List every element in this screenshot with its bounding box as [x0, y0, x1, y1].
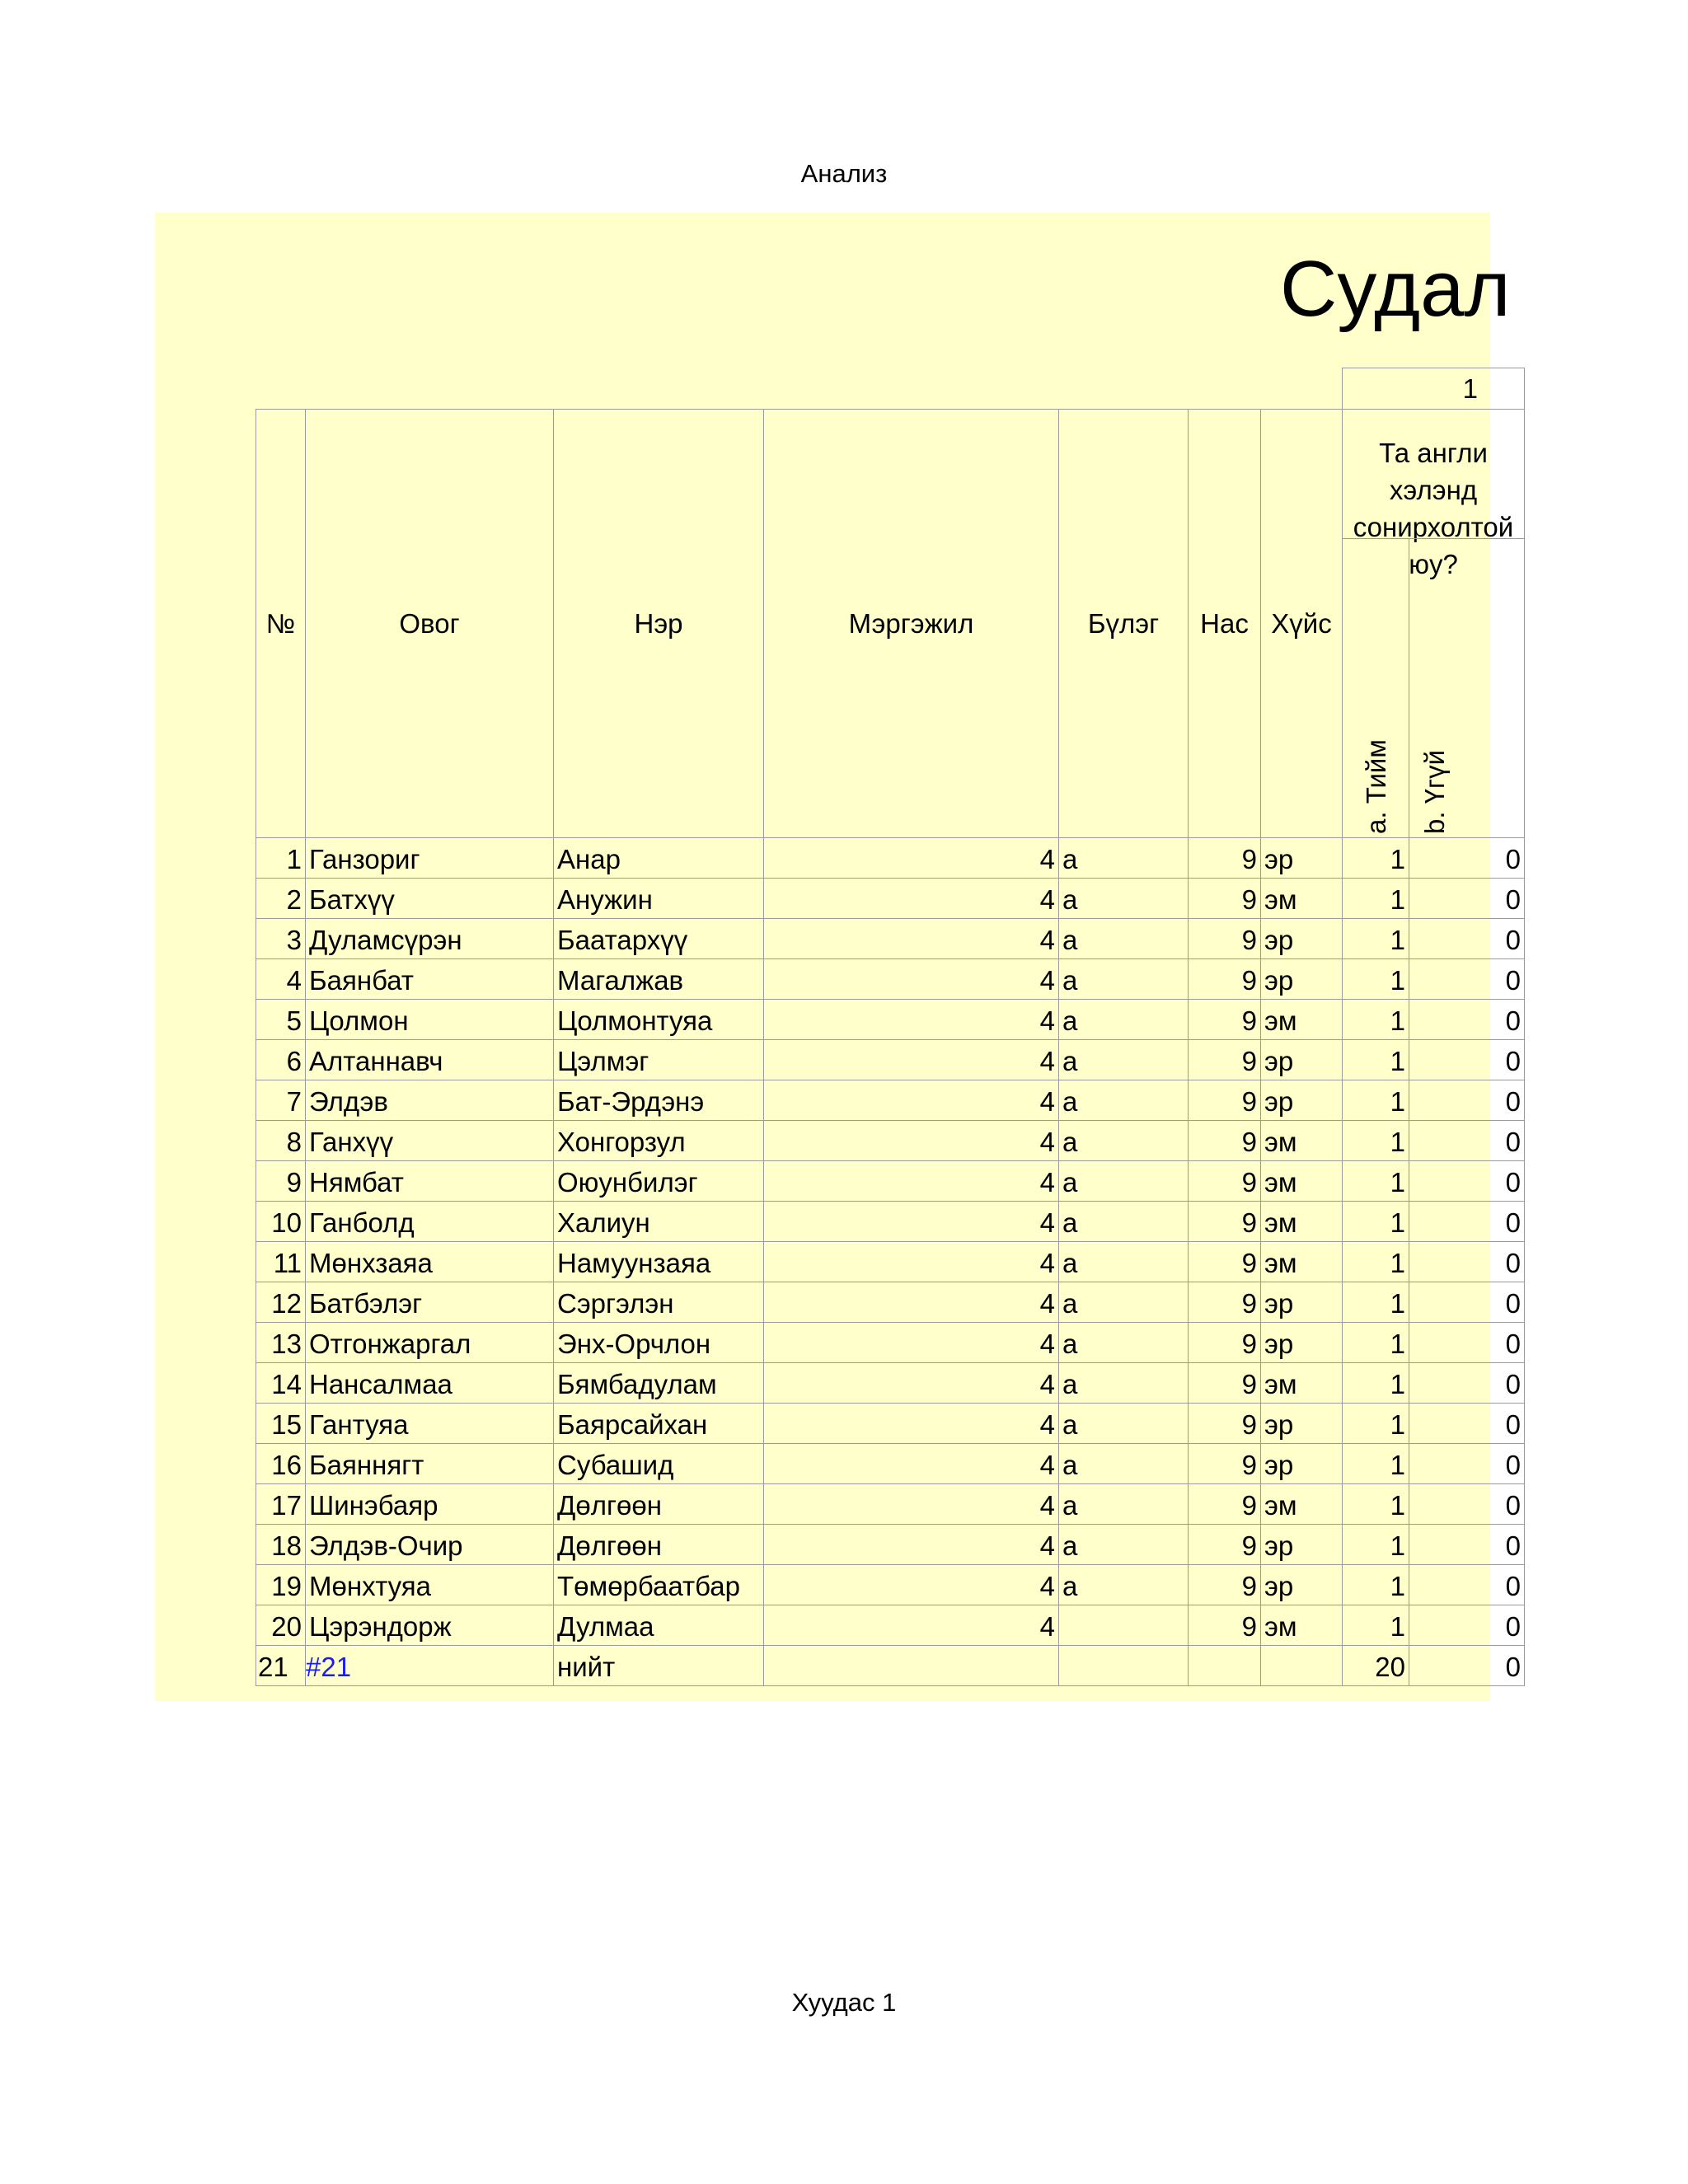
total-row-mergejil [763, 1645, 1059, 1686]
table-row-no: 6 [256, 1039, 306, 1080]
table-row-ovog: Элдэв-Очир [305, 1524, 554, 1565]
table-row-ovog: Ганболд [305, 1201, 554, 1242]
table-row-huis: эм [1260, 999, 1343, 1040]
table-row-b: 0 [1409, 1443, 1525, 1484]
table-row-a: 1 [1342, 878, 1409, 919]
table-row-buleg: а [1058, 1483, 1189, 1525]
total-row-b: 0 [1409, 1645, 1525, 1686]
table-row-a: 1 [1342, 999, 1409, 1040]
table-row-nas: 9 [1188, 1443, 1261, 1484]
table-row-a: 1 [1342, 1241, 1409, 1282]
table-row-b: 0 [1409, 1039, 1525, 1080]
table-row-a: 1 [1342, 1039, 1409, 1080]
table-row-ner: Баатархүү [553, 918, 764, 959]
table-row-no: 19 [256, 1564, 306, 1605]
table-row-a: 1 [1342, 1322, 1409, 1363]
table-row-ner: Энх-Орчлон [553, 1322, 764, 1363]
table-row-buleg: а [1058, 878, 1189, 919]
column-header-ovog: Овог [305, 409, 554, 838]
table-row-buleg: а [1058, 1039, 1189, 1080]
table-row-ner: Цолмонтуяа [553, 999, 764, 1040]
table-row-buleg: а [1058, 1120, 1189, 1161]
table-row-a: 1 [1342, 1201, 1409, 1242]
table-row-mergejil: 4 [763, 1120, 1059, 1161]
total-row-nas [1188, 1645, 1261, 1686]
table-row-no: 12 [256, 1282, 306, 1323]
table-row-ner: Магалжав [553, 958, 764, 1000]
table-row-ner: Намуунзаяа [553, 1241, 764, 1282]
table-row-no: 5 [256, 999, 306, 1040]
table-row-ner: Анар [553, 837, 764, 879]
table-row-b: 0 [1409, 1241, 1525, 1282]
table-row-huis: эр [1260, 1403, 1343, 1444]
table-row-huis: эм [1260, 1362, 1343, 1404]
table-row-nas: 9 [1188, 918, 1261, 959]
table-row-huis: эр [1260, 1282, 1343, 1323]
table-row-no: 18 [256, 1524, 306, 1565]
table-row-ovog: Ганхүү [305, 1120, 554, 1161]
table-row-huis: эм [1260, 1605, 1343, 1646]
table-row-no: 15 [256, 1403, 306, 1444]
table-row-b: 0 [1409, 1080, 1525, 1121]
table-row-b: 0 [1409, 1524, 1525, 1565]
column-header-ner: Нэр [553, 409, 764, 838]
table-row-nas: 9 [1188, 1403, 1261, 1444]
table-row-b: 0 [1409, 1201, 1525, 1242]
table-row-b: 0 [1409, 837, 1525, 879]
table-row-nas: 9 [1188, 999, 1261, 1040]
table-row-a: 1 [1342, 1403, 1409, 1444]
option-a-header [1342, 538, 1409, 838]
table-row-ovog: Батхүү [305, 878, 554, 919]
table-row-b: 0 [1409, 999, 1525, 1040]
table-row-nas: 9 [1188, 1362, 1261, 1404]
table-row-b: 0 [1409, 1403, 1525, 1444]
table-row-ner: Хонгорзул [553, 1120, 764, 1161]
table-row-buleg: а [1058, 1564, 1189, 1605]
table-row-b: 0 [1409, 1605, 1525, 1646]
column-header-nas: Нас [1188, 409, 1261, 838]
table-row-ovog: Нямбат [305, 1160, 554, 1202]
table-row-ovog: Ганзориг [305, 837, 554, 879]
table-row-ovog: Алтаннавч [305, 1039, 554, 1080]
table-row-a: 1 [1342, 1524, 1409, 1565]
table-row-a: 1 [1342, 1160, 1409, 1202]
table-row-ovog: Шинэбаяр [305, 1483, 554, 1525]
table-row-ovog: Баянбат [305, 958, 554, 1000]
table-row-buleg: а [1058, 1524, 1189, 1565]
table-row-a: 1 [1342, 1282, 1409, 1323]
table-row-huis: эр [1260, 837, 1343, 879]
table-row-no: 20 [256, 1605, 306, 1646]
table-row-huis: эр [1260, 1039, 1343, 1080]
table-row-mergejil: 4 [763, 958, 1059, 1000]
table-row-mergejil: 4 [763, 999, 1059, 1040]
table-row-nas: 9 [1188, 1120, 1261, 1161]
table-row-mergejil: 4 [763, 878, 1059, 919]
question-number: 1 [1342, 368, 1525, 410]
table-row-huis: эм [1260, 1483, 1343, 1525]
total-row-buleg [1058, 1645, 1189, 1686]
table-row-buleg [1058, 1605, 1189, 1646]
table-row-no: 10 [256, 1201, 306, 1242]
table-row-buleg: а [1058, 1160, 1189, 1202]
table-row-b: 0 [1409, 918, 1525, 959]
page-footer: Хуудас 1 [791, 1988, 897, 2017]
table-row-ovog: Нансалмаа [305, 1362, 554, 1404]
table-row-no: 4 [256, 958, 306, 1000]
table-row-nas: 9 [1188, 1483, 1261, 1525]
table-row-huis: эм [1260, 1120, 1343, 1161]
table-row-ner: Баярсайхан [553, 1403, 764, 1444]
total-row-ovog[interactable]: #21 [305, 1645, 554, 1686]
table-row-mergejil: 4 [763, 1362, 1059, 1404]
table-row-no: 8 [256, 1120, 306, 1161]
column-header-mergejil: Мэргэжил [763, 409, 1059, 838]
table-row-ner: Бямбадулам [553, 1362, 764, 1404]
table-row-buleg: а [1058, 1241, 1189, 1282]
option-b-label: b. Үгүй [1419, 749, 1450, 834]
table-row-mergejil: 4 [763, 1483, 1059, 1525]
table-row-no: 2 [256, 878, 306, 919]
option-a-label: a. Тийм [1360, 739, 1391, 834]
table-row-mergejil: 4 [763, 918, 1059, 959]
table-row-mergejil: 4 [763, 1564, 1059, 1605]
table-row-nas: 9 [1188, 1201, 1261, 1242]
table-row-huis: эр [1260, 1524, 1343, 1565]
table-row-nas: 9 [1188, 1241, 1261, 1282]
total-row-a: 20 [1342, 1645, 1409, 1686]
table-row-ner: Дөлгөөн [553, 1483, 764, 1525]
table-row-nas: 9 [1188, 878, 1261, 919]
table-row-nas: 9 [1188, 1524, 1261, 1565]
table-row-nas: 9 [1188, 1564, 1261, 1605]
table-row-buleg: а [1058, 999, 1189, 1040]
table-row-nas: 9 [1188, 1080, 1261, 1121]
column-header-huis: Хүйс [1260, 409, 1343, 838]
total-row-huis [1260, 1645, 1343, 1686]
table-row-huis: эр [1260, 1322, 1343, 1363]
table-row-ner: Халиун [553, 1201, 764, 1242]
table-row-ovog: Мөнхтуяа [305, 1564, 554, 1605]
table-row-b: 0 [1409, 1120, 1525, 1161]
table-row-b: 0 [1409, 1160, 1525, 1202]
table-row-ner: Субашид [553, 1443, 764, 1484]
table-row-mergejil: 4 [763, 1403, 1059, 1444]
table-row-mergejil: 4 [763, 1201, 1059, 1242]
table-row-buleg: а [1058, 1403, 1189, 1444]
table-row-ovog: Баяннягт [305, 1443, 554, 1484]
table-row-ovog: Гантуяа [305, 1403, 554, 1444]
table-row-ner: Бат-Эрдэнэ [553, 1080, 764, 1121]
table-row-mergejil: 4 [763, 1039, 1059, 1080]
table-row-nas: 9 [1188, 958, 1261, 1000]
table-row-ner: Дөлгөөн [553, 1524, 764, 1565]
table-row-a: 1 [1342, 1080, 1409, 1121]
table-row-ovog: Отгонжаргал [305, 1322, 554, 1363]
table-row-no: 3 [256, 918, 306, 959]
table-row-nas: 9 [1188, 1322, 1261, 1363]
table-row-buleg: а [1058, 958, 1189, 1000]
table-row-no: 1 [256, 837, 306, 879]
table-row-no: 14 [256, 1362, 306, 1404]
table-row-b: 0 [1409, 1322, 1525, 1363]
table-row-buleg: а [1058, 837, 1189, 879]
table-row-a: 1 [1342, 1483, 1409, 1525]
table-row-ovog: Мөнхзаяа [305, 1241, 554, 1282]
page-header: Анализ [800, 159, 888, 188]
column-header-buleg: Бүлэг [1058, 409, 1189, 838]
table-row-buleg: а [1058, 1282, 1189, 1323]
table-row-nas: 9 [1188, 1160, 1261, 1202]
table-row-mergejil: 4 [763, 1322, 1059, 1363]
table-row-a: 1 [1342, 918, 1409, 959]
table-row-ovog: Цолмон [305, 999, 554, 1040]
table-row-a: 1 [1342, 1443, 1409, 1484]
table-row-buleg: а [1058, 1201, 1189, 1242]
table-row-ovog: Дуламсүрэн [305, 918, 554, 959]
table-row-mergejil: 4 [763, 1524, 1059, 1565]
table-row-mergejil: 4 [763, 1080, 1059, 1121]
table-row-mergejil: 4 [763, 1241, 1059, 1282]
column-header-no: № [256, 409, 306, 838]
table-row-no: 11 [256, 1241, 306, 1282]
table-row-no: 16 [256, 1443, 306, 1484]
table-row-mergejil: 4 [763, 837, 1059, 879]
table-row-huis: эр [1260, 918, 1343, 959]
table-row-nas: 9 [1188, 1039, 1261, 1080]
table-row-buleg: а [1058, 1322, 1189, 1363]
table-row-mergejil: 4 [763, 1282, 1059, 1323]
spreadsheet-sheet [155, 213, 1521, 1701]
table-row-ovog: Батбэлэг [305, 1282, 554, 1323]
table-row-mergejil: 4 [763, 1160, 1059, 1202]
table-row-huis: эр [1260, 1564, 1343, 1605]
table-row-ner: Төмөрбаатбар [553, 1564, 764, 1605]
table-row-no: 17 [256, 1483, 306, 1525]
sheet-title: Судал [1280, 245, 1511, 333]
table-row-b: 0 [1409, 1362, 1525, 1404]
table-row-b: 0 [1409, 958, 1525, 1000]
table-row-huis: эм [1260, 1201, 1343, 1242]
table-row-huis: эр [1260, 1080, 1343, 1121]
table-row-huis: эм [1260, 1241, 1343, 1282]
table-row-huis: эр [1260, 1443, 1343, 1484]
table-row-huis: эр [1260, 958, 1343, 1000]
table-row-huis: эм [1260, 1160, 1343, 1202]
table-row-a: 1 [1342, 1362, 1409, 1404]
table-row-ovog: Элдэв [305, 1080, 554, 1121]
table-row-nas: 9 [1188, 1282, 1261, 1323]
question-text: Та англи хэлэнд сонирхолтой юу? [1342, 409, 1525, 539]
table-row-mergejil: 4 [763, 1443, 1059, 1484]
table-row-no: 13 [256, 1322, 306, 1363]
table-row-buleg: а [1058, 1362, 1189, 1404]
option-b-header [1409, 538, 1525, 838]
table-row-no: 7 [256, 1080, 306, 1121]
table-row-a: 1 [1342, 1605, 1409, 1646]
table-row-buleg: а [1058, 918, 1189, 959]
total-row-ner: нийт [553, 1645, 764, 1686]
table-row-b: 0 [1409, 1483, 1525, 1525]
table-row-ner: Оюунбилэг [553, 1160, 764, 1202]
table-row-a: 1 [1342, 1120, 1409, 1161]
table-row-b: 0 [1409, 878, 1525, 919]
table-row-nas: 9 [1188, 1605, 1261, 1646]
table-row-ner: Сэргэлэн [553, 1282, 764, 1323]
table-row-no: 9 [256, 1160, 306, 1202]
table-row-ner: Цэлмэг [553, 1039, 764, 1080]
table-row-a: 1 [1342, 1564, 1409, 1605]
table-row-a: 1 [1342, 958, 1409, 1000]
table-row-ovog: Цэрэндорж [305, 1605, 554, 1646]
table-row-buleg: а [1058, 1080, 1189, 1121]
total-row-no: 21 [256, 1645, 306, 1686]
table-row-ner: Дулмаа [553, 1605, 764, 1646]
table-row-buleg: а [1058, 1443, 1189, 1484]
table-row-ner: Анужин [553, 878, 764, 919]
table-row-mergejil: 4 [763, 1605, 1059, 1646]
table-row-a: 1 [1342, 837, 1409, 879]
table-row-b: 0 [1409, 1282, 1525, 1323]
table-row-nas: 9 [1188, 837, 1261, 879]
table-row-b: 0 [1409, 1564, 1525, 1605]
table-row-huis: эм [1260, 878, 1343, 919]
